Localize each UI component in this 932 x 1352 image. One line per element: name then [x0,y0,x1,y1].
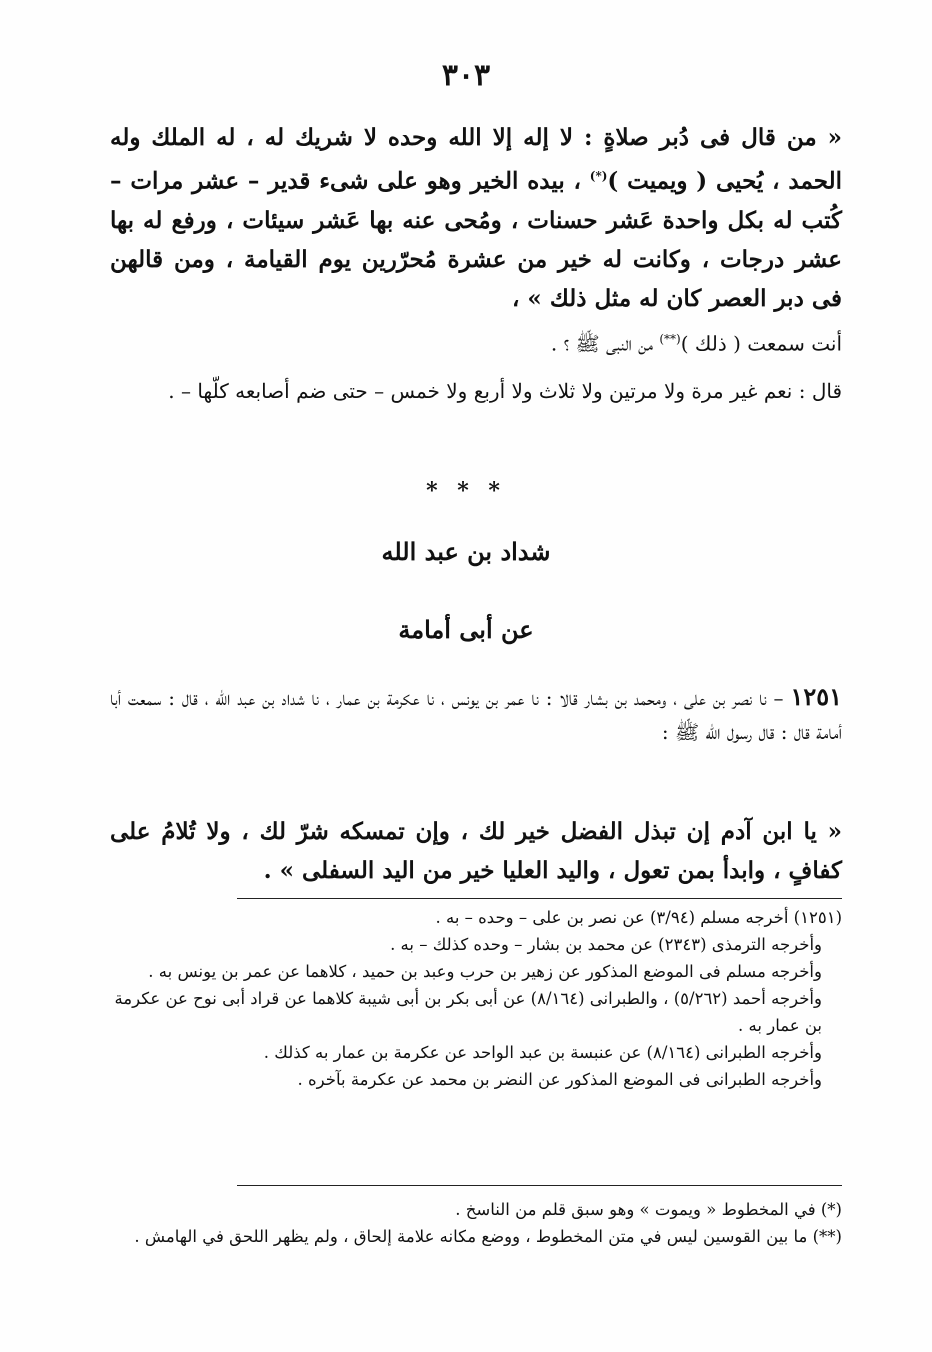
hadith-1251-matn: « يا ابن آدم إن تبذل الفضل خير لك ، وإن تمسكه شرّ لك ، ولا تُلامُ على كفافٍ ، وابدأ بمن تعول ، واليد العليا خير من اليد السفلى » . [110,818,842,884]
question-part1: أنت سمعت ( ذلك ) [680,331,842,356]
footnotes-block [110,1196,842,1250]
top-hadith-text [110,118,842,318]
footnote-marker-1: (*) [589,169,608,183]
narrator-heading: شداد بن عبد الله [381,537,551,566]
hadith-number: ١٢٥١ [790,682,843,711]
isnad-text: – نا نصر بن على ، ومحمد بن بشار قالا : نا عمر بن يونس ، نا عكرمة بن عمار ، نا شداد بن عبد الله ، قال : سمعت أبا أمامة قال : قال رسول الله ﷺ : [110,686,842,744]
top-hadith-part2: ، بيده الخير وهو على شىء قدير – عشر مرات – كُتب له بكل واحدة عَشر حسنات ، ومُحى عنه بها عَشر سيئات ، ورفع له بها عشر درجات ، وكانت له خير من عشرة مُحرّرين يوم القيامة ، ومن قالهن فى دبر العصر كان له مثل ذلك » ، [110,167,842,312]
takhrij-line: وأخرجه مسلم فى الموضع المذكور عن زهير بن حرب وعبد بن حميد ، كلاهما عن عمر بن يونس به . [148,962,822,981]
takhrij-line: وأخرجه أحمد (٥/٢٦٢) ، والطبرانى (٨/١٦٤) عن أبى بكر بن أبى شيبة كلاهما عن قراد أبى نوح عن عكرمة بن عمار به . [114,989,822,1035]
section-separator: * * * [426,478,506,504]
takhrij-rule [237,898,842,899]
answer-paragraph: قال : نعم غير مرة ولا مرتين ولا ثلاث ولا أربع ولا خمس – حتى ضم أصابعه كلّها – . [168,379,842,403]
footnote-2: (**) ما بين القوسين ليس في متن المخطوط ، ووضع مكانه علامة إلحاق ، ولم يظهر اللحق في الهامش . [134,1227,842,1246]
takhrij-line: وأخرجه الترمذى (٢٣٤٣) عن محمد بن بشار – وحده كذلك – به . [390,935,822,954]
footnotes-rule [237,1185,842,1186]
hadith-1251-isnad [110,680,842,749]
subheading: عن أبى أمامة [398,615,534,644]
footnote-marker-2: (**) [659,332,681,346]
question-part2: من النبى ﷺ ؟ . [550,331,660,356]
top-hadith-part1: « من قال فى دُبر صلاةٍ : لا إله إلا الله وحده لا شريك له ، له الملك وله الحمد ، يُحيى ( ويميت ) [110,124,842,195]
takhrij-line: وأخرجه الطبرانى (٨/١٦٤) عن عنبسة بن عبد الواحد عن عكرمة بن عمار به كذلك . [263,1043,822,1062]
question-line [110,322,842,361]
takhrij-line: وأخرجه الطبرانى فى الموضع المذكور عن النضر بن محمد عن عكرمة بآخره . [297,1070,822,1089]
page-number: ٣٠٣ [441,58,491,93]
takhrij-block [110,904,842,1093]
footnote-1: (*) في المخطوط « ويموت » وهو سبق قلم من الناسخ . [455,1200,842,1219]
takhrij-line: (١٢٥١) أخرجه مسلم (٣/٩٤) عن نصر بن على – وحده – به . [435,908,842,927]
